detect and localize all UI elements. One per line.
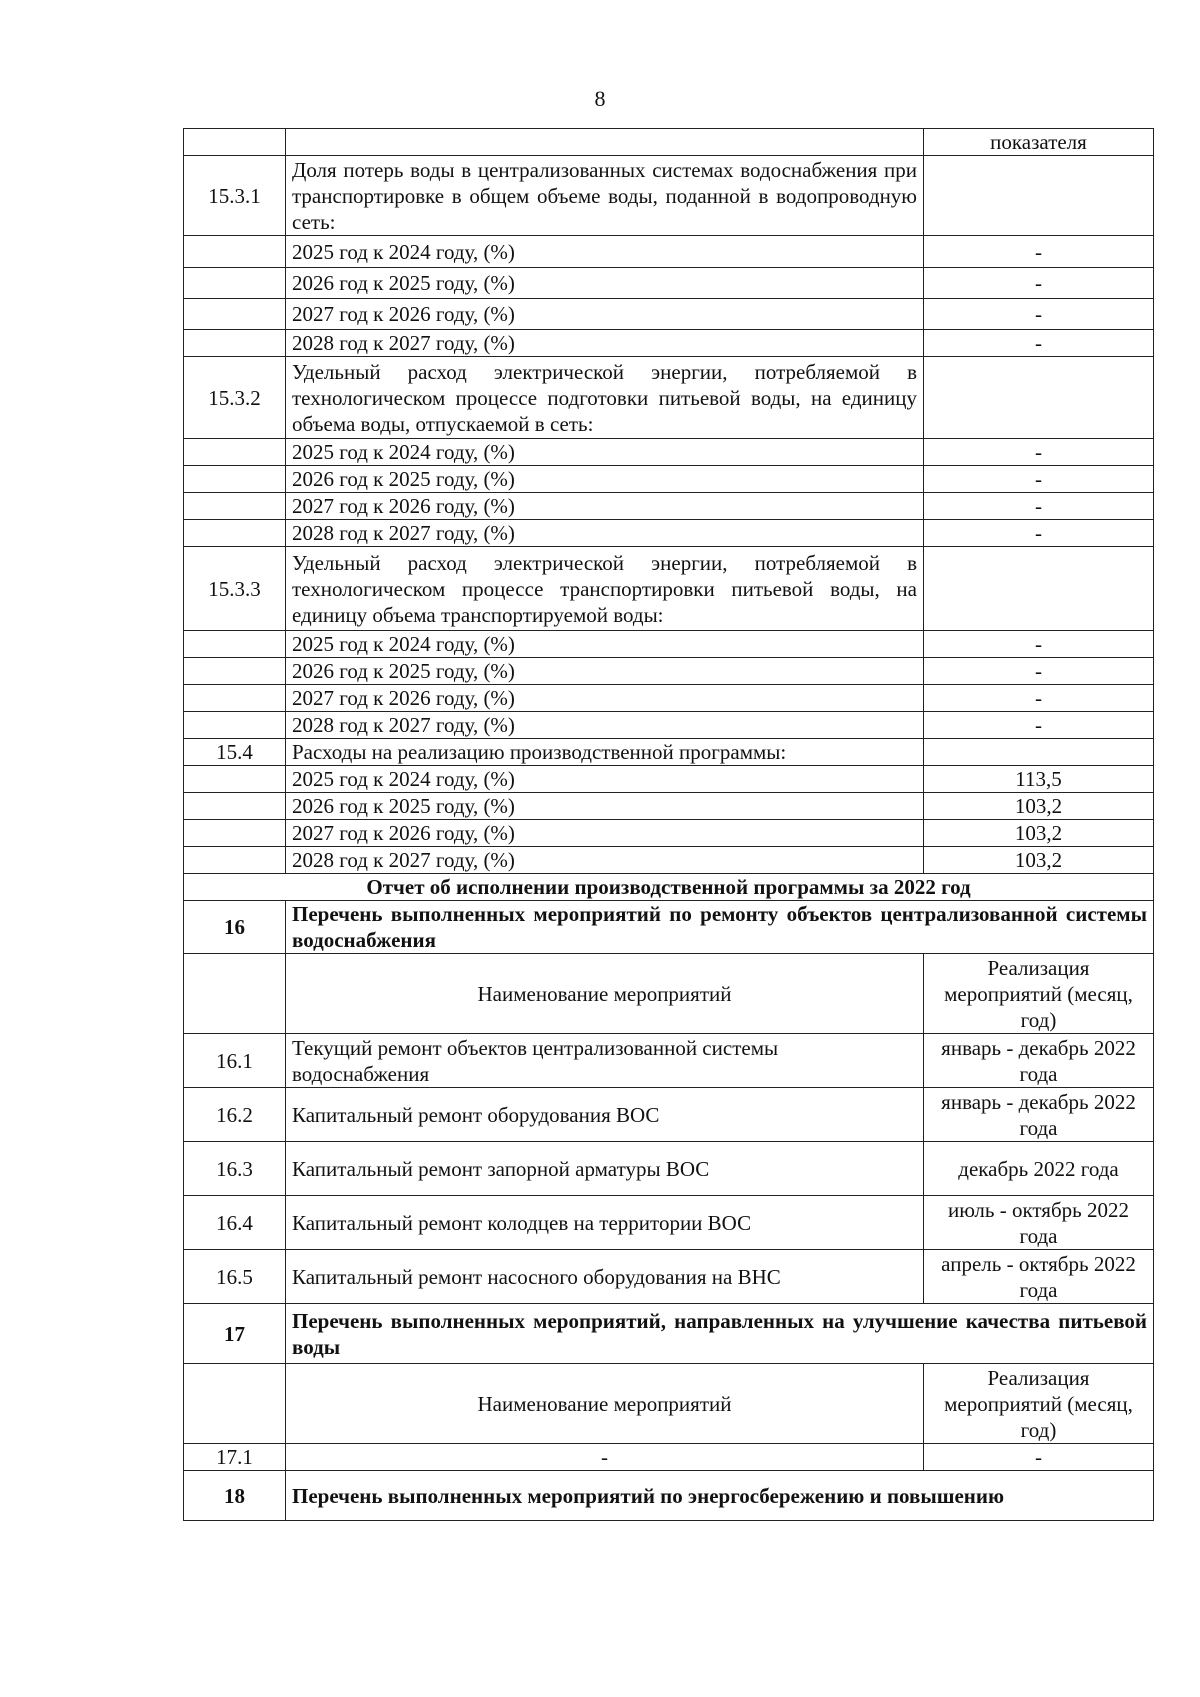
indicator-period-value: - — [924, 236, 1154, 268]
item-number: 17.1 — [184, 1444, 286, 1471]
table-row — [184, 330, 1154, 357]
indicator-period-label: 2026 год к 2025 году, (%) — [286, 658, 924, 685]
indicator-subrow-number-empty — [184, 330, 286, 357]
table-row — [184, 1304, 1154, 1364]
column-header-number-empty — [184, 1364, 286, 1444]
indicator-subrow-number-empty — [184, 847, 286, 874]
indicator-period-label: 2025 год к 2024 году, (%) — [286, 439, 924, 466]
indicator-period-value: - — [924, 631, 1154, 658]
indicator-value-empty — [924, 156, 1154, 236]
column-header-name: Наименование мероприятий — [286, 954, 924, 1034]
table-row — [184, 1471, 1154, 1521]
item-number: 16.1 — [184, 1034, 286, 1088]
indicator-subrow-number-empty — [184, 299, 286, 330]
header-cell-name — [286, 129, 924, 156]
indicator-period-value: - — [924, 268, 1154, 299]
table-row — [184, 1088, 1154, 1142]
indicator-period-value: 103,2 — [924, 847, 1154, 874]
indicator-subrow-number-empty — [184, 685, 286, 712]
table-row — [184, 1196, 1154, 1250]
item-name: Капитальный ремонт запорной арматуры ВОС — [286, 1142, 924, 1196]
indicator-subrow-number-empty — [184, 520, 286, 547]
table-body — [184, 129, 1154, 1521]
indicator-period-value: 103,2 — [924, 793, 1154, 820]
indicator-subrow-number-empty — [184, 712, 286, 739]
item-period: апрель - октябрь 2022 года — [924, 1250, 1154, 1304]
column-header-name: Наименование мероприятий — [286, 1364, 924, 1444]
indicator-title: Удельный расход электрической энергии, потребляемой в технологическом процессе транспортировки питьевой воды, на единицу объема транспортируемой воды: — [286, 547, 924, 631]
indicator-period-value: - — [924, 658, 1154, 685]
item-number: 16.4 — [184, 1196, 286, 1250]
table-row — [184, 739, 1154, 766]
column-header-implementation: Реализация мероприятий (месяц, год) — [924, 1364, 1154, 1444]
indicator-period-value: - — [924, 330, 1154, 357]
table-row — [184, 466, 1154, 493]
table-row — [184, 793, 1154, 820]
indicator-period-label: 2026 год к 2025 году, (%) — [286, 268, 924, 299]
header-cell-number — [184, 129, 286, 156]
table-row — [184, 1444, 1154, 1471]
item-name: Текущий ремонт объектов централизованной системы водоснабжения — [286, 1034, 924, 1088]
item-period: январь - декабрь 2022 года — [924, 1034, 1154, 1088]
table-row — [184, 847, 1154, 874]
table-row — [184, 901, 1154, 954]
indicator-subrow-number-empty — [184, 820, 286, 847]
table-row — [184, 658, 1154, 685]
item-number: 16.5 — [184, 1250, 286, 1304]
table-row — [184, 547, 1154, 631]
column-header-number-empty — [184, 954, 286, 1034]
section-title: Перечень выполненных мероприятий, направленных на улучшение качества питьевой воды — [286, 1304, 1154, 1364]
indicator-subrow-number-empty — [184, 466, 286, 493]
indicator-period-label: 2028 год к 2027 году, (%) — [286, 330, 924, 357]
table-row — [184, 1034, 1154, 1088]
indicator-subrow-number-empty — [184, 236, 286, 268]
table-row — [184, 1250, 1154, 1304]
table-row — [184, 712, 1154, 739]
indicator-period-label: 2026 год к 2025 году, (%) — [286, 793, 924, 820]
indicator-period-label: 2025 год к 2024 году, (%) — [286, 766, 924, 793]
table-row — [184, 236, 1154, 268]
indicator-subrow-number-empty — [184, 439, 286, 466]
indicator-subrow-number-empty — [184, 793, 286, 820]
section-title: Перечень выполненных мероприятий по ремонту объектов централизованной системы водоснабжения — [286, 901, 1154, 954]
indicator-value-empty — [924, 357, 1154, 439]
indicator-title: Доля потерь воды в централизованных системах водоснабжения при транспортировке в общем объеме воды, поданной в водопроводную сеть: — [286, 156, 924, 236]
indicator-period-value: - — [924, 493, 1154, 520]
item-number: 16.2 — [184, 1088, 286, 1142]
item-name: Капитальный ремонт оборудования ВОС — [286, 1088, 924, 1142]
table-row — [184, 685, 1154, 712]
table-row — [184, 357, 1154, 439]
indicator-number: 15.3.3 — [184, 547, 286, 631]
table-row — [184, 439, 1154, 466]
indicator-period-value: - — [924, 439, 1154, 466]
table-row — [184, 520, 1154, 547]
indicator-period-label: 2027 год к 2026 году, (%) — [286, 299, 924, 330]
indicator-period-value: - — [924, 520, 1154, 547]
column-header-implementation: Реализация мероприятий (месяц, год) — [924, 954, 1154, 1034]
indicator-period-label: 2025 год к 2024 году, (%) — [286, 236, 924, 268]
item-period: июль - октябрь 2022 года — [924, 1196, 1154, 1250]
indicator-subrow-number-empty — [184, 268, 286, 299]
indicator-period-label: 2028 год к 2027 году, (%) — [286, 712, 924, 739]
indicator-period-label: 2025 год к 2024 году, (%) — [286, 631, 924, 658]
table-row — [184, 631, 1154, 658]
table-row — [184, 156, 1154, 236]
indicator-subrow-number-empty — [184, 766, 286, 793]
section-number: 18 — [184, 1471, 286, 1521]
indicator-subrow-number-empty — [184, 658, 286, 685]
indicator-title: Удельный расход электрической энергии, потребляемой в технологическом процессе подготовки питьевой воды, на единицу объема воды, отпускаемой в сеть: — [286, 357, 924, 439]
table-row — [184, 874, 1154, 901]
indicators-table — [183, 128, 1154, 1521]
table-row — [184, 766, 1154, 793]
section-number: 16 — [184, 901, 286, 954]
header-cell-indicator: показателя — [924, 129, 1154, 156]
item-name: Капитальный ремонт насосного оборудования на ВНС — [286, 1250, 924, 1304]
report-title: Отчет об исполнении производственной программы за 2022 год — [184, 874, 1154, 901]
indicator-period-label: 2028 год к 2027 году, (%) — [286, 847, 924, 874]
indicator-subrow-number-empty — [184, 493, 286, 520]
section-title: Перечень выполненных мероприятий по энергосбережению и повышению — [286, 1471, 1154, 1521]
item-name: Капитальный ремонт колодцев на территории ВОС — [286, 1196, 924, 1250]
indicator-period-value: 103,2 — [924, 820, 1154, 847]
indicator-period-label: 2027 год к 2026 году, (%) — [286, 685, 924, 712]
table-row — [184, 1142, 1154, 1196]
indicator-period-label: 2027 год к 2026 году, (%) — [286, 493, 924, 520]
table-row — [184, 820, 1154, 847]
table-row — [184, 954, 1154, 1034]
table-row — [184, 1364, 1154, 1444]
table-row — [184, 129, 1154, 156]
indicator-period-value: - — [924, 712, 1154, 739]
table-row — [184, 268, 1154, 299]
indicator-period-label: 2027 год к 2026 году, (%) — [286, 820, 924, 847]
indicator-number: 15.3.2 — [184, 357, 286, 439]
item-number: 16.3 — [184, 1142, 286, 1196]
item-period: декабрь 2022 года — [924, 1142, 1154, 1196]
indicator-value-empty — [924, 739, 1154, 766]
table-row — [184, 493, 1154, 520]
item-period: январь - декабрь 2022 года — [924, 1088, 1154, 1142]
indicator-number: 15.4 — [184, 739, 286, 766]
indicator-period-value: - — [924, 685, 1154, 712]
indicator-period-value: - — [924, 466, 1154, 493]
indicator-period-value: - — [924, 299, 1154, 330]
indicator-value-empty — [924, 547, 1154, 631]
section-number: 17 — [184, 1304, 286, 1364]
indicator-period-label: 2028 год к 2027 году, (%) — [286, 520, 924, 547]
indicator-subrow-number-empty — [184, 631, 286, 658]
page-number: 8 — [594, 86, 606, 111]
indicator-period-label: 2026 год к 2025 году, (%) — [286, 466, 924, 493]
indicator-number: 15.3.1 — [184, 156, 286, 236]
item-period: - — [924, 1444, 1154, 1471]
indicator-period-value: 113,5 — [924, 766, 1154, 793]
table-row — [184, 299, 1154, 330]
item-name: - — [286, 1444, 924, 1471]
indicator-title: Расходы на реализацию производственной программы: — [286, 739, 924, 766]
